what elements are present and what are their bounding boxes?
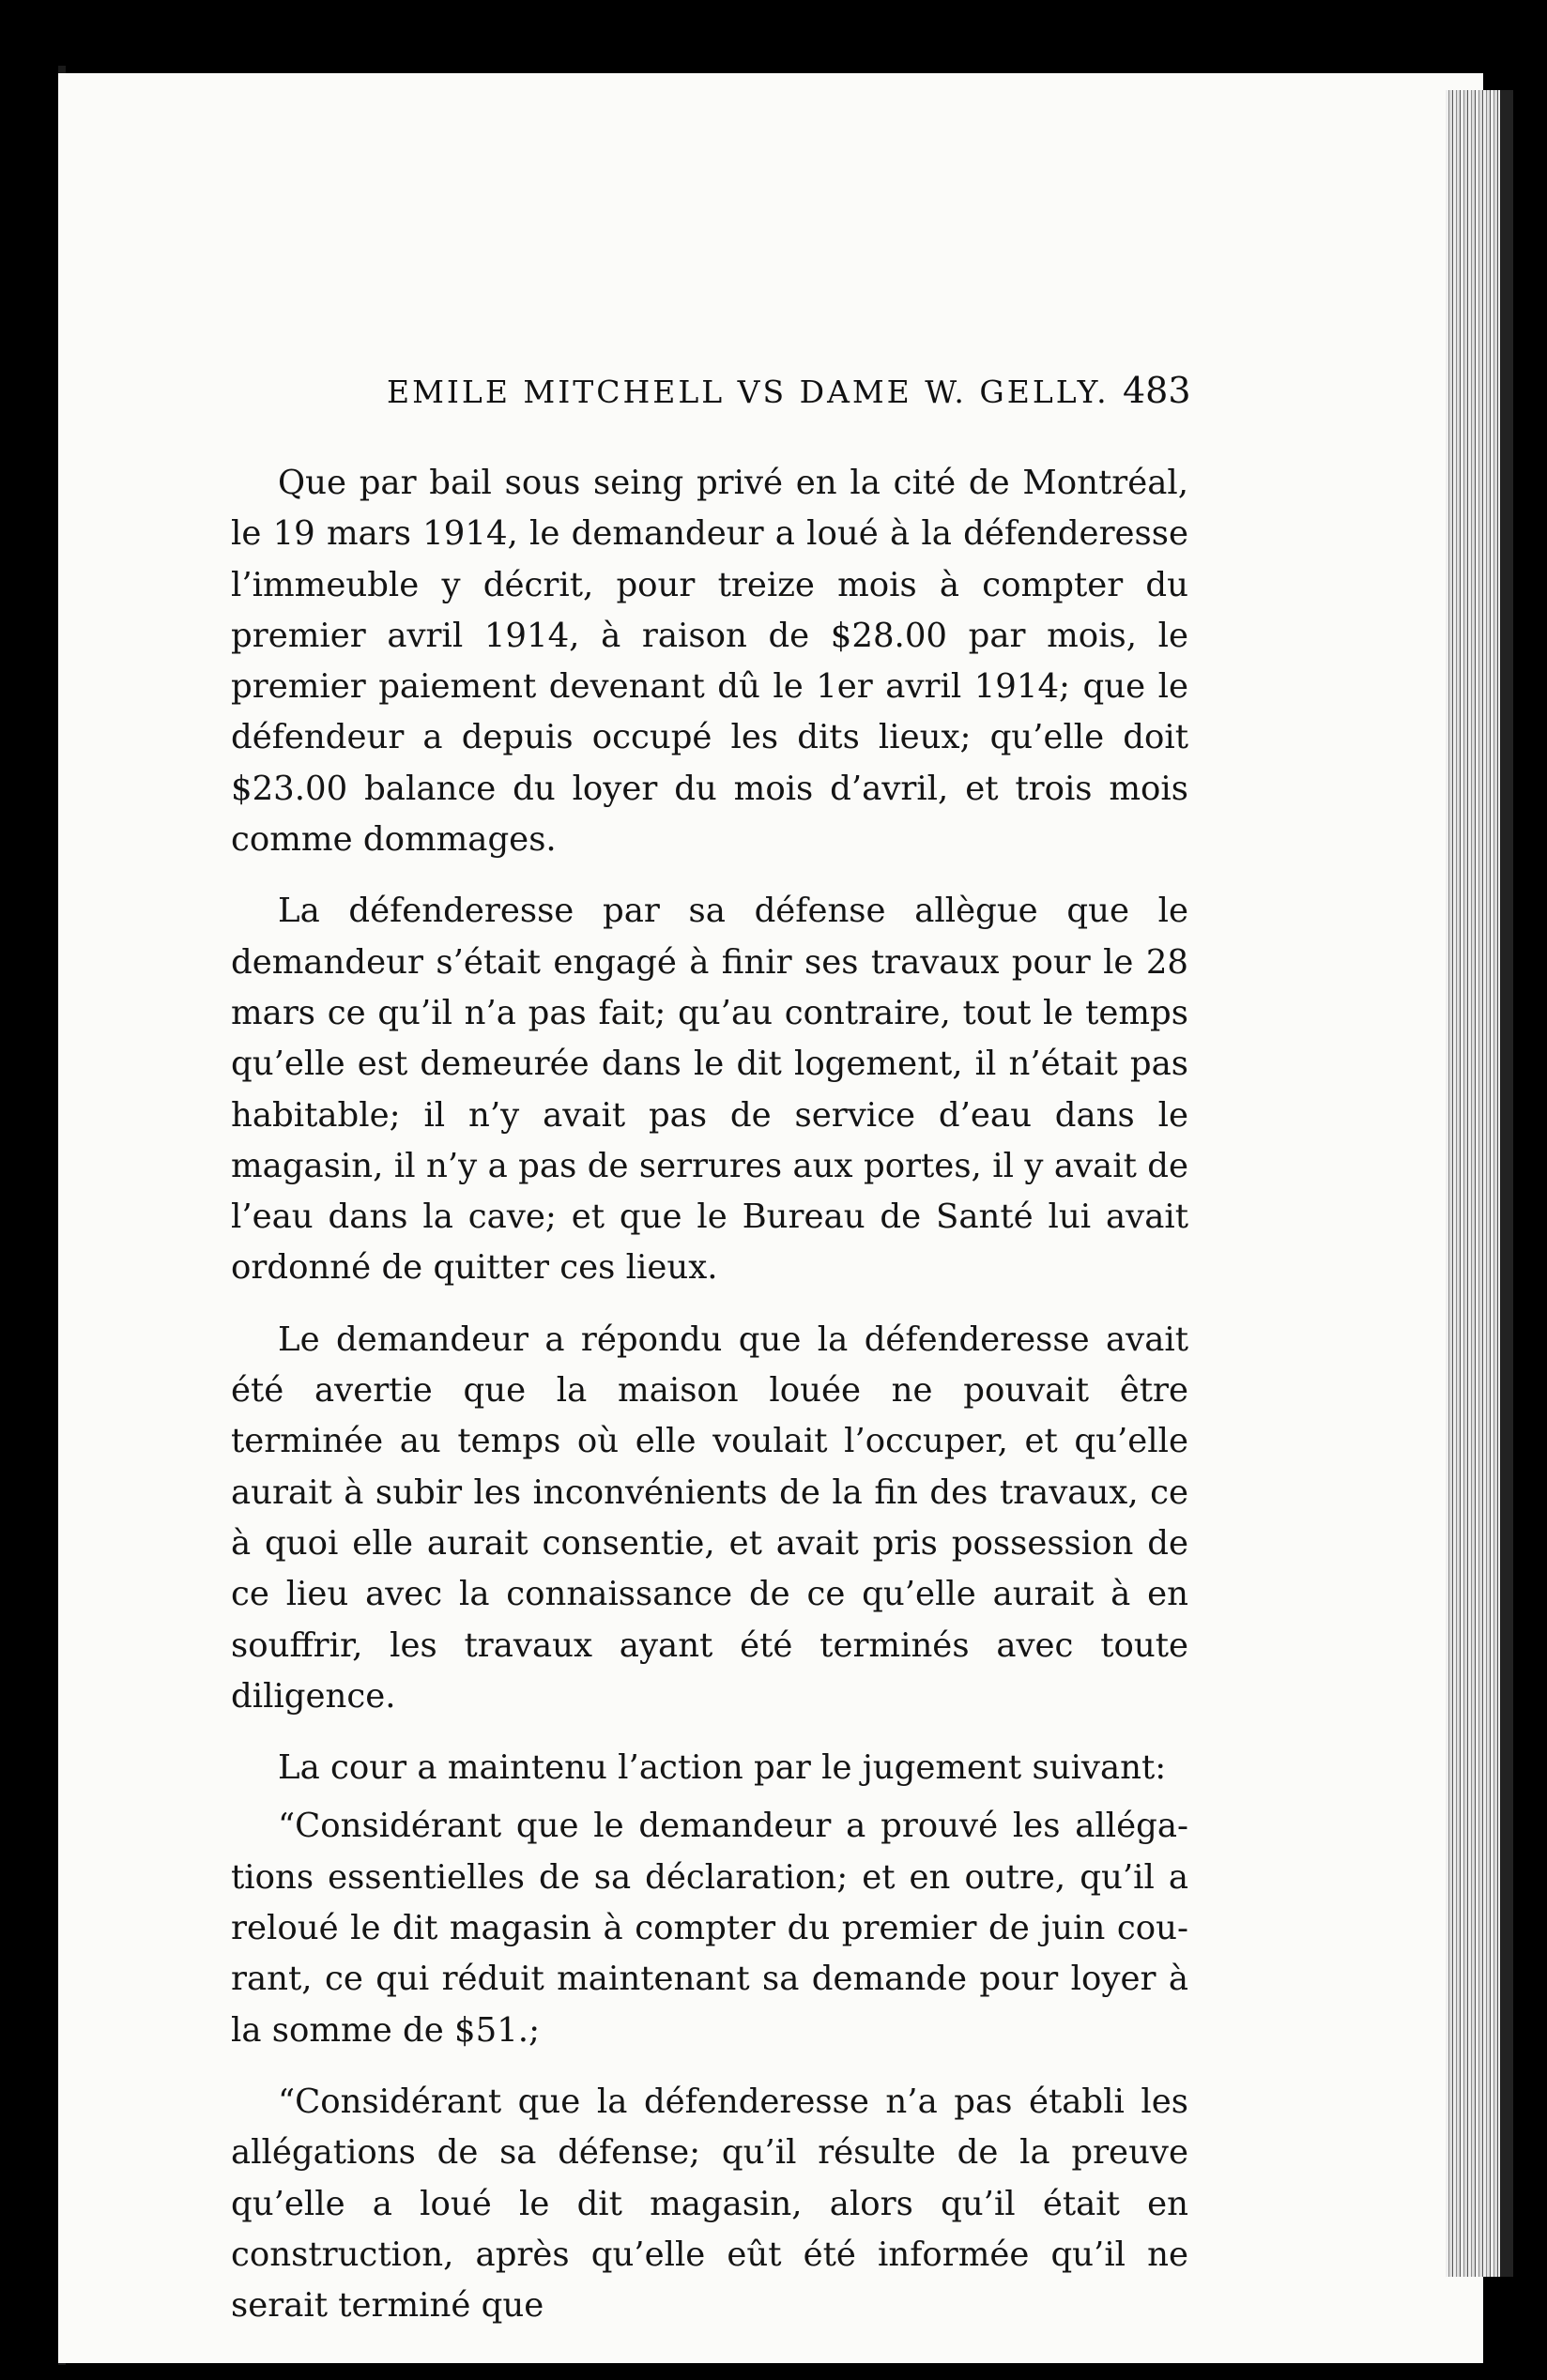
page-number: 483 (1123, 370, 1191, 411)
paragraph-reply: Le demandeur a répondu que la défenderesse avait été avertie que la maison louée ne pouvait être terminée au temps où elle voulait l’occuper, et qu’elle aurait à subir les inconvénients de la fin des travaux, ce à quoi elle aurait consentie, et avait pris possession de ce lieu avec la connaissance de ce qu’elle aurait à en souffrir, les travaux ayant été terminés avec toute diligence. (231, 1320, 1188, 1716)
paragraph-considerant-1: “Considérant que le demandeur a prouvé les allégations essentielles de sa déclaration; et en outre, qu’il a reloué le dit magasin à compter du premier de juin courant, ce qui réduit maintenant sa demande pour loyer à la somme de $51.; (231, 1807, 1188, 2050)
paragraph-considerant-2: “Considérant que la défenderesse n’a pas établi les allégations de sa défense; qu’il résulte de la preuve qu’elle a loué le dit magasin, alors qu’il était en construction, après qu’elle eût été informée qu’il ne serait terminé que (231, 2082, 1188, 2326)
running-head: EMILE MITCHELL VS DAME W. GELLY. (387, 374, 1110, 410)
page-edge-stack (1446, 90, 1500, 2277)
book-spine-shadow (1500, 90, 1513, 2277)
paragraph-lease-terms: Que par bail sous seing privé en la cité de Montréal, le 19 mars 1914, le demandeur a loué à la défenderesse l’immeuble y décrit, pour treize mois à compter du premier avril 1914, à raison de $28.00 par mois, le premier paiement devenant dû le 1er avril 1914; que le défendeur a depuis occupé les dits lieux; qu’elle doit $23.00 balance du loyer du mois d’avril, et trois mois comme dommages. (231, 464, 1188, 860)
body-text (231, 458, 1188, 2352)
paragraph-defense: La défenderesse par sa défense allègue que le demandeur s’était engagé à finir ses travaux pour le 28 mars ce qu’il n’a pas fait; qu’au contraire, tout le temps qu’elle est demeurée dans le dit logement, il n’était pas habitable; il n’y avait pas de service d’eau dans le magasin, il n’y a pas de serrures aux portes, il y avait de l’eau dans la cave; et que le Bureau de Santé lui avait ordonné de quitter ces lieux. (231, 892, 1188, 1288)
paragraph-judgment-intro: La cour a maintenu l’action par le jugement suivant: (278, 1748, 1167, 1788)
